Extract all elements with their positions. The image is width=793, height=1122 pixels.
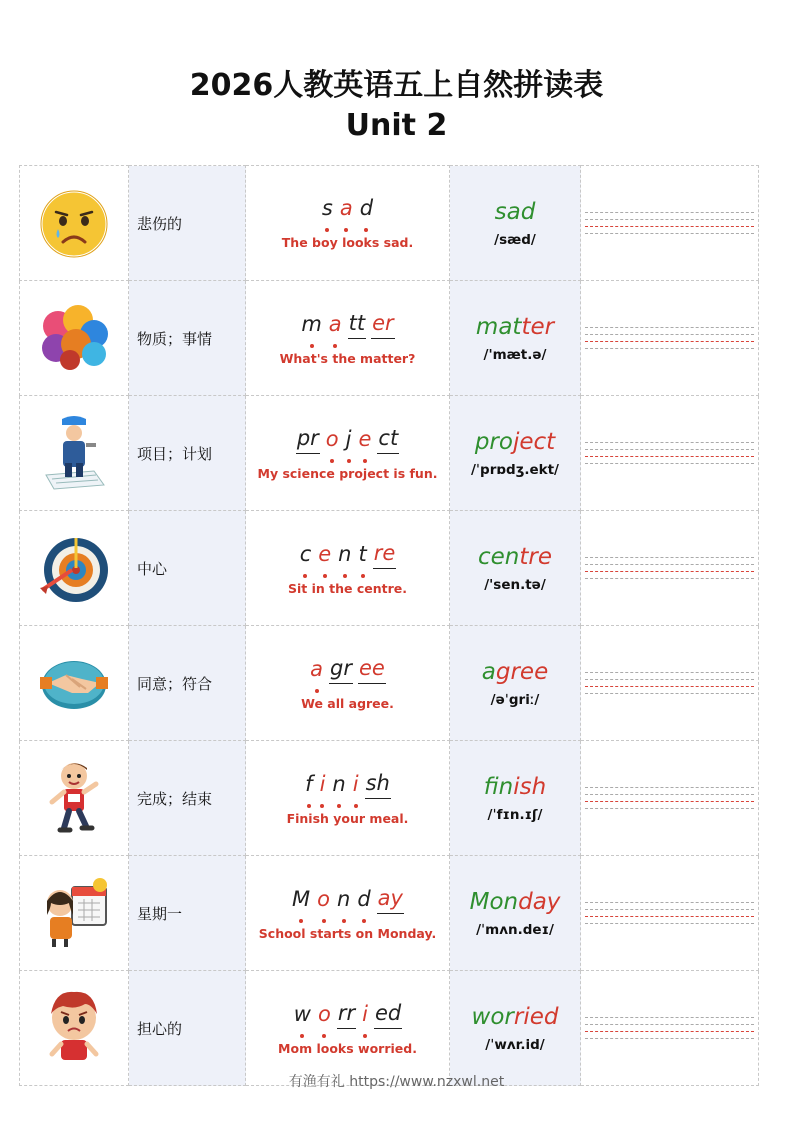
handshake-icon [34,643,114,723]
sound-dot [299,919,303,923]
letter-text: d [359,196,374,220]
letter-segment [316,887,331,914]
letter-text: s [321,196,333,220]
word-cell [450,166,581,281]
ipa-transcription: /sæd/ [494,232,536,248]
letter-segment [357,542,367,569]
letter-segment [300,312,322,339]
ipa-transcription: /ˈmʌn.deɪ/ [476,922,554,938]
letter-segment [331,772,346,799]
writing-lines-cell[interactable] [581,626,759,741]
word-part: mat [475,314,522,340]
ipa-transcription: /ˈfɪn.ɪʃ/ [487,807,543,823]
colored-word [450,428,580,456]
sound-dot [363,459,367,463]
chinese-meaning: 担心的 [137,1019,183,1038]
illustration-cell [20,856,129,971]
phonics-cell [246,626,450,741]
footer-watermark: 有渔有礼 https://www.nzxwl.net [288,1074,505,1090]
sound-dot [343,574,347,578]
letter-segment [345,427,353,454]
example-sentence: My science project is fun. [257,465,438,481]
letter-segment [293,1002,312,1029]
letter-segment [371,311,395,339]
table-row [20,856,759,971]
ipa-transcription: /əˈgriː/ [490,692,540,708]
writing-line [585,557,754,558]
writing-line [585,679,754,680]
centre-icon [34,528,114,608]
word-cell [450,856,581,971]
meaning-cell [129,281,246,396]
letter-text: a [339,196,353,220]
writing-line [585,1017,754,1018]
sound-dot [322,1034,326,1038]
sound-dot [322,919,326,923]
letter-text: m [301,311,322,336]
phonics-cell [246,281,450,396]
letter-segment [357,427,372,454]
sound-dot [330,459,334,463]
meaning-cell [129,626,246,741]
example-sentence: School starts on Monday. [258,925,437,941]
meaning-cell [129,971,246,1086]
meaning-cell [129,511,246,626]
chinese-meaning: 星期一 [137,904,183,923]
writing-lines-cell[interactable] [581,511,759,626]
letter-text: e [358,426,372,451]
phonics-segments [304,771,391,799]
colored-word [450,313,580,341]
letter-text: tt [348,310,366,335]
phonics-segments [321,196,374,223]
table-row [20,281,759,396]
letter-text: re [373,540,396,565]
letter-segment [365,771,391,799]
worried-face-icon [34,988,114,1068]
word-cell [450,626,581,741]
sound-dot [300,1034,304,1038]
sound-dot [347,459,351,463]
phonics-segments [293,1001,402,1029]
colored-word [450,543,580,571]
sound-dot [361,574,365,578]
letter-text: n [338,541,352,566]
ipa-transcription: /ˈwʌr.id/ [485,1037,545,1053]
writing-line [585,348,754,349]
meaning-cell [129,166,246,281]
letter-segment [329,656,353,684]
word-part: Mon [469,889,519,915]
phonics-segments [296,426,399,454]
word-part: ish [513,774,547,800]
letter-segment [358,656,386,684]
sound-dot [337,804,341,808]
letter-text: a [328,311,342,336]
letter-segment [336,887,351,914]
letter-text: t [358,541,367,566]
chinese-meaning: 同意；符合 [137,674,213,693]
letter-text: gr [330,655,352,680]
letter-segment [321,196,334,223]
illustration-cell [20,626,129,741]
letter-text: sh [365,770,390,795]
writing-line-baseline [585,1031,754,1032]
writing-line [585,449,754,450]
ipa-transcription: /'sen.tə/ [484,577,546,593]
letter-segment [296,426,320,454]
phonics-segments [300,311,394,339]
letter-text: d [357,886,371,911]
word-part: cen [478,544,520,570]
meaning-cell [129,396,246,511]
letter-text: c [299,541,312,566]
table-row [20,971,759,1086]
word-cell [450,741,581,856]
phonics-cell [246,856,450,971]
example-sentence: The boy looks sad. [281,235,414,250]
writing-line-baseline [585,801,754,802]
phonics-cell [246,971,450,1086]
chinese-meaning: 物质；事情 [137,329,213,348]
letter-text: o [325,426,339,451]
writing-line-baseline [585,456,754,457]
word-part: day [518,889,561,915]
word-cell [450,971,581,1086]
illustration-cell [20,396,129,511]
colored-word [450,198,580,226]
colored-word [450,773,580,801]
example-sentence: Mom looks worried. [278,1040,417,1056]
matter-icon [34,298,114,378]
meaning-cell [129,856,246,971]
word-part: ter [521,314,555,340]
illustration-cell [20,511,129,626]
letter-text: f [305,771,313,796]
letter-text: j [345,426,352,451]
writing-line [585,902,754,903]
word-cell [450,281,581,396]
writing-line [585,1024,754,1025]
letter-segment [352,772,360,799]
writing-line [585,212,754,213]
word-part: pro [474,429,513,455]
sound-dot [325,228,329,232]
letter-segment [359,196,374,223]
letter-segment [291,887,311,914]
phonics-cell [246,511,450,626]
writing-line-baseline [585,341,754,342]
example-sentence: Finish your meal. [286,810,409,826]
word-part: ject [512,429,556,455]
letter-text: e [318,541,332,566]
writing-line [585,909,754,910]
writing-line [585,463,754,464]
letter-segment [309,657,324,684]
letter-text: i [352,771,359,796]
letter-text: ed [374,1000,402,1025]
letter-text: i [362,1001,368,1026]
writing-line [585,1038,754,1039]
letter-text: o [317,1001,331,1026]
writing-line [585,578,754,579]
writing-line-baseline [585,686,754,687]
calendar-icon [34,873,114,953]
writing-line-baseline [585,916,754,917]
letter-text: er [372,310,394,335]
phonics-table [19,165,759,1086]
word-cell [450,396,581,511]
ipa-transcription: /'mæt.ə/ [483,347,547,363]
writing-line [585,442,754,443]
sad-face-icon [34,183,114,263]
colored-word [450,1003,580,1031]
letter-segment [348,311,366,339]
writing-line [585,787,754,788]
table-row [20,511,759,626]
letter-text: w [293,1001,311,1026]
sound-dot [333,344,337,348]
letter-text: a [310,656,324,681]
sound-dot [362,919,366,923]
letter-segment [319,772,327,799]
example-sentence: Sit in the centre. [287,580,407,596]
table-row [20,166,759,281]
letter-segment [373,541,397,569]
word-cell [450,511,581,626]
writing-line [585,693,754,694]
sound-dot [342,919,346,923]
table-row [20,396,759,511]
word-part: wor [471,1004,514,1030]
phonics-cell [246,166,450,281]
word-part: sad [494,199,536,225]
word-part: gree [495,659,549,685]
letter-segment [299,542,313,569]
project-icon [34,413,114,493]
writing-line [585,327,754,328]
letter-segment [304,772,313,799]
page-title: 2026人教英语五上自然拼读表 [189,68,604,103]
ipa-transcription: /ˈprɒdʒ.ekt/ [470,462,559,478]
writing-lines-cell[interactable] [581,741,759,856]
sound-dot [344,228,348,232]
runner-icon [34,758,114,838]
writing-line [585,233,754,234]
writing-lines-cell[interactable] [581,166,759,281]
illustration-cell [20,741,129,856]
writing-line [585,564,754,565]
illustration-cell [20,281,129,396]
letter-text: o [317,886,331,911]
writing-line [585,672,754,673]
sound-dot [364,228,368,232]
writing-line-baseline [585,571,754,572]
letter-text: n [332,771,346,796]
word-part: tre [519,544,552,570]
letter-text: n [337,886,351,911]
sound-dot [323,574,327,578]
sound-dot [307,804,311,808]
illustration-cell [20,166,129,281]
illustration-cell [20,971,129,1086]
chinese-meaning: 项目；计划 [137,444,213,463]
example-sentence: What's the matter? [279,350,416,366]
sound-dot [354,804,358,808]
letter-segment [356,887,371,914]
letter-text: pr [296,425,319,450]
letter-segment [377,426,399,454]
letter-segment [325,427,340,454]
writing-line [585,923,754,924]
example-sentence: We all agree. [301,695,394,711]
writing-lines-cell[interactable] [581,396,759,511]
word-part: ried [513,1004,559,1030]
writing-line-baseline [585,226,754,227]
letter-text: M [292,886,311,911]
table-row [20,626,759,741]
letter-segment [377,886,404,914]
letter-segment [328,312,343,339]
phonics-segments [299,541,397,569]
letter-segment [339,196,354,223]
writing-lines-cell[interactable] [581,971,759,1086]
letter-segment [337,1001,356,1029]
letter-segment [317,1002,332,1029]
letter-text: ee [359,655,385,680]
writing-line [585,219,754,220]
letter-segment [361,1002,369,1029]
sound-dot [303,574,307,578]
sound-dot [310,344,314,348]
phonics-segments [309,656,386,684]
letter-segment [317,542,332,569]
writing-line [585,794,754,795]
letter-segment [337,542,352,569]
letter-text: ct [378,425,399,450]
writing-lines-cell[interactable] [581,856,759,971]
chinese-meaning: 中心 [137,559,168,578]
phonics-cell [246,396,450,511]
letter-text: i [319,771,326,796]
writing-line [585,808,754,809]
word-part: a [481,659,496,685]
sound-dot [315,689,319,693]
colored-word [450,658,580,686]
chinese-meaning: 悲伤的 [137,214,183,233]
letter-text: ay [377,885,403,910]
word-part: fin [483,774,514,800]
phonics-segments [291,886,404,914]
meaning-cell [129,741,246,856]
chinese-meaning: 完成；结束 [137,789,213,808]
table-row [20,741,759,856]
phonics-cell [246,741,450,856]
sound-dot [363,1034,367,1038]
sound-dot [320,804,324,808]
letter-text: rr [337,1000,356,1025]
writing-line [585,334,754,335]
writing-lines-cell[interactable] [581,281,759,396]
colored-word [450,888,580,916]
page-subtitle: Unit 2 [345,108,448,143]
letter-segment [374,1001,402,1029]
